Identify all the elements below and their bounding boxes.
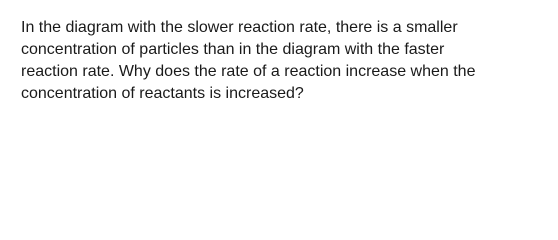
question-text-line-1: In the diagram with the slower reaction rate, there is a smaller [21, 19, 458, 36]
question-text-line-2: concentration of particles than in the diagram with the faster [21, 41, 445, 58]
question-text-line-4: concentration of reactants is increased? [21, 85, 304, 102]
question-text-line-3: reaction rate. Why does the rate of a reaction increase when the [21, 63, 476, 80]
